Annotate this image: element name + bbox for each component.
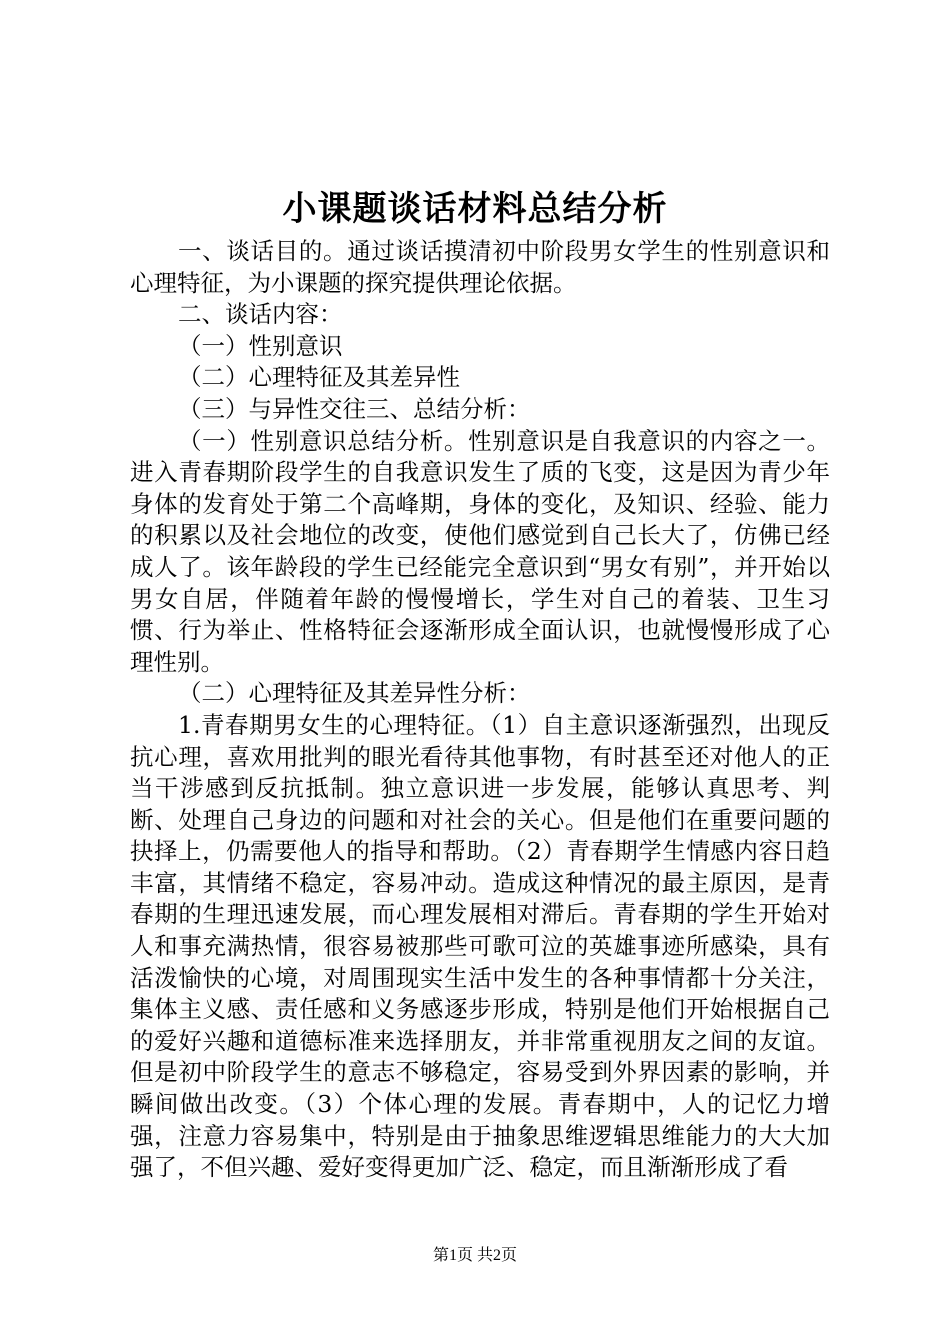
document-body bbox=[130, 236, 830, 1184]
paragraph-item-psychological-traits: （二）心理特征及其差异性 bbox=[178, 363, 460, 392]
paragraph-gender-awareness-analysis: （一）性别意识总结分析。性别意识是自我意识的内容之一。进入青春期阶段学生的自我意识发生了质的飞变，这是因为青少年身体的发育处于第二个高峰期，身体的变化，及知识、经验、能力的积累以及社会地位的改变，使他们感觉到自己长大了，仿佛已经成人了。该年龄段的学生已经能完全意识到“男女有别”，并开始以男女自居，伴随着年龄的慢慢增长，学生对自己的着装、卫生习惯、行为举止、性格特征会逐渐形成全面认识，也就慢慢形成了心理性别。 bbox=[130, 426, 830, 676]
paragraph-traits-analysis-heading: （二）心理特征及其差异性分析： bbox=[178, 679, 531, 708]
paragraph-purpose: 一、谈话目的。通过谈话摸清初中阶段男女学生的性别意识和心理特征，为小课题的探究提供理论依据。 bbox=[130, 237, 830, 297]
page-footer: 第1页 共2页 bbox=[432, 1247, 517, 1264]
document-title: 小课题谈话材料总结分析 bbox=[282, 189, 668, 229]
paragraph-adolescent-traits: 1.青春期男女生的心理特征。（1）自主意识逐渐强烈，出现反抗心理，喜欢用批判的眼光看待其他事物，有时甚至还对他人的正当干涉感到反抗抵制。独立意识进一步发展，能够认真思考、判断、处理自己身边的问题和对社会的关心。但是他们在重要问题的抉择上，仍需要他人的指导和帮助。（2）青春期学生情感内容日趋丰富，其情绪不稳定，容易冲动。造成这种情况的最主原因，是青春期的生理迅速发展，而心理发展相对滞后。青春期的学生开始对人和事充满热情，很容易被那些可歌可泣的英雄事迹所感染，具有活泼愉快的心境，对周围现实生活中发生的各种事情都十分关注，集体主义感、责任感和义务感逐步形成，特别是他们开始根据自己的爱好兴趣和道德标准来选择朋友，并非常重视朋友之间的友谊。但是初中阶段学生的意志不够稳定，容易受到外界因素的影响，并瞬间做出改变。（3）个体心理的发展。青春期中，人的记忆力增强，注意力容易集中，特别是由于抽象思维逻辑思维能力的大大加强了，不但兴趣、爱好变得更加广泛、稳定，而且渐渐形成了看 bbox=[130, 710, 830, 1182]
paragraph-item-opposite-sex-interaction: （三）与异性交往三、总结分析： bbox=[178, 394, 531, 423]
paragraph-item-gender-awareness: （一）性别意识 bbox=[178, 331, 343, 360]
paragraph-content-heading: 二、谈话内容： bbox=[178, 300, 343, 329]
